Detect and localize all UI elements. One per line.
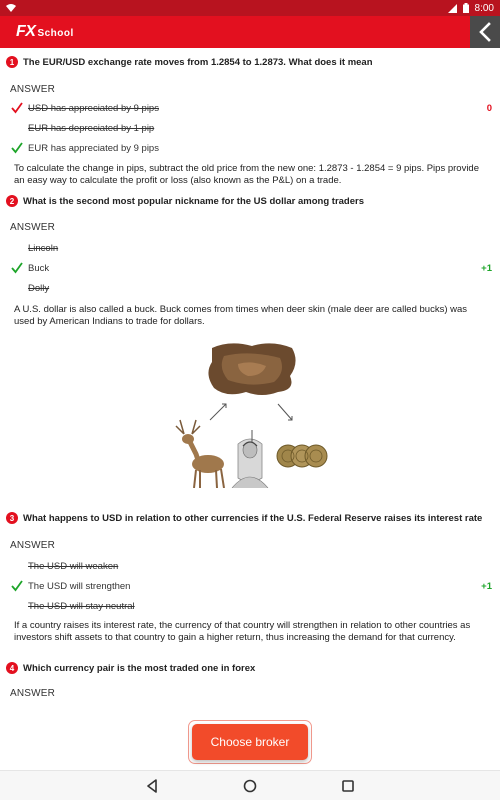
gold-coins-image: [277, 445, 327, 467]
answer-text: USD has appreciated by 9 pips: [28, 102, 159, 114]
checkmark-green-icon: [10, 261, 24, 275]
circle-home-icon: [243, 779, 257, 793]
deer-image: [176, 420, 224, 488]
answer-label: ANSWER: [10, 84, 56, 95]
answer-explanation: A U.S. dollar is also called a buck. Buck comes from times when deer skin (male deer are called bucks) was used by American Indians to trade for dollars.: [14, 304, 468, 327]
chevron-left-icon: [478, 22, 492, 42]
checkmark-red-icon: [10, 101, 24, 115]
answer-option: [10, 278, 492, 298]
score-badge: 0: [486, 102, 492, 114]
answer-explanation: To calculate the change in pips, subtract the old price from the new one: 1.2873 - 1.2854 = 9 pips. Pips provide an easy way to calculate the profit or loss (also known as the P&L) on a trade.: [14, 163, 479, 186]
question-4: [6, 662, 492, 699]
question-header: [6, 195, 492, 207]
question-number: 3: [6, 512, 18, 524]
app-bar: [0, 16, 500, 48]
signal-icon: [448, 4, 457, 13]
buck-illustration: [0, 338, 500, 488]
question-number: 2: [6, 195, 18, 207]
score-badge: +1: [481, 580, 492, 592]
logo-school: School: [37, 28, 74, 39]
answer-option: [10, 258, 492, 278]
checkmark-green-icon: [10, 579, 24, 593]
answer-option: [10, 576, 492, 596]
native-american-portrait: [232, 430, 268, 488]
checkmark-green-icon: [10, 141, 24, 155]
question-title: What happens to USD in relation to other currencies if the U.S. Federal Reserve raises its interest rate: [23, 512, 483, 524]
nav-recents-button[interactable]: [340, 778, 356, 794]
battery-icon: [463, 3, 469, 13]
question-header: [6, 512, 492, 524]
deer-hide-image: [208, 343, 295, 395]
question-header: [6, 662, 492, 674]
answer-label: ANSWER: [10, 688, 56, 699]
answer-text: The USD will strengthen: [28, 580, 131, 592]
back-button[interactable]: [470, 16, 500, 48]
question-title: The EUR/USD exchange rate moves from 1.2854 to 1.2873. What does it mean: [23, 56, 373, 68]
question-title: Which currency pair is the most traded one in forex: [23, 662, 256, 674]
triangle-back-icon: [146, 779, 158, 793]
answer-option: [10, 98, 492, 118]
answer-text: The USD will weaken: [28, 560, 119, 572]
question-2: [6, 195, 492, 488]
answer-text: EUR has appreciated by 9 pips: [28, 142, 159, 154]
choose-broker-button[interactable]: Choose broker: [192, 724, 308, 760]
quiz-results[interactable]: [0, 48, 500, 720]
answer-option: [10, 238, 492, 258]
answer-label: ANSWER: [10, 540, 56, 551]
status-bar: [0, 0, 500, 16]
square-recents-icon: [342, 780, 354, 792]
status-time: 8:00: [474, 2, 494, 14]
question-3: [6, 512, 492, 644]
question-title: What is the second most popular nickname for the US dollar among traders: [23, 195, 365, 207]
answer-option: [10, 596, 492, 616]
answer-label: ANSWER: [10, 222, 56, 233]
nav-back-button[interactable]: [144, 778, 160, 794]
answer-text: Dolly: [28, 282, 50, 294]
logo-fx: FX: [16, 23, 36, 40]
answer-explanation: If a country raises its interest rate, the currency of that country will strengthen in relation to other countries as investors shift assets to that country to gain a higher return, thus increasing the demand for that currency.: [14, 620, 471, 643]
answer-option: [10, 138, 492, 158]
question-number: 1: [6, 56, 18, 68]
system-nav-bar: [0, 770, 500, 800]
answer-text: Buck: [28, 262, 50, 274]
question-header: [6, 56, 492, 68]
answer-option: [10, 556, 492, 576]
nav-home-button[interactable]: [242, 778, 258, 794]
answer-option: [10, 118, 492, 138]
choose-broker-focus-ring: [188, 720, 312, 764]
wifi-icon: [6, 4, 16, 12]
question-number: 4: [6, 662, 18, 674]
app-logo: [16, 23, 74, 41]
arrow-icon: [210, 404, 292, 420]
question-1: [6, 48, 492, 187]
answer-text: The USD will stay neutral: [28, 600, 135, 612]
answer-text: Lincoln: [28, 242, 59, 254]
answer-text: EUR has depreciated by 1 pip: [28, 122, 155, 134]
score-badge: +1: [481, 262, 492, 274]
